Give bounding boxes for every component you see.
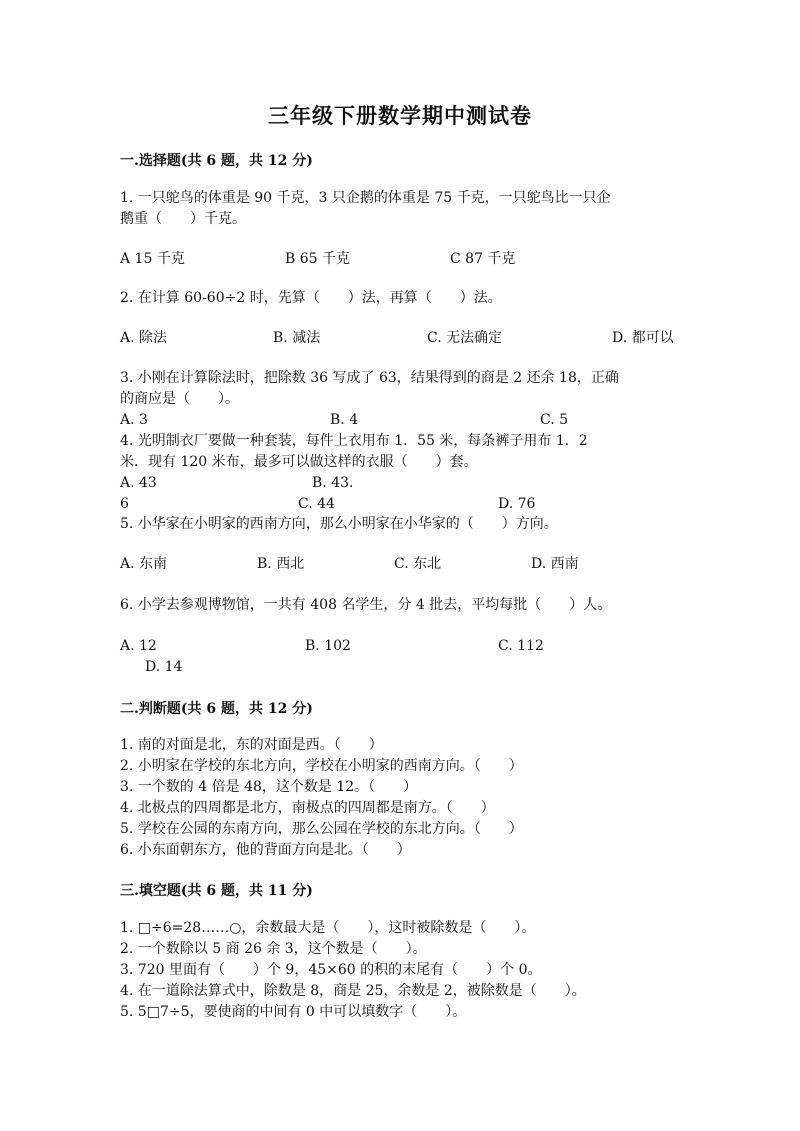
question-2-line-1: 2. 在计算 60-60÷2 时，先算（ ）法，再算（ ）法。 <box>120 290 502 306</box>
question-5-line-1: 5. 小华家在小明家的西南方向，那么小明家在小华家的（ ）方向。 <box>120 516 558 532</box>
question-4-option-a: A. 43 <box>120 475 157 491</box>
question-4-line-1: 4. 光明制衣厂要做一种套装，每件上衣用布 1．55 米，每条裤子用布 1．2 <box>120 433 588 449</box>
question-6-option-b: B. 102 <box>305 638 351 654</box>
question-2-option-a: A. 除法 <box>120 330 168 346</box>
question-1-line-1: 1. 一只鸵鸟的体重是 90 千克，3 只企鹅的体重是 75 千克，一只鸵鸟比一只企 <box>120 190 611 206</box>
question-4-option-d: D. 76 <box>498 496 536 512</box>
question-3-line-1: 3. 小刚在计算除法时，把除数 36 写成了 63，结果得到的商是 2 还余 18，正确 <box>120 370 619 386</box>
question-3-line-2: 的商应是（ ）。 <box>120 391 239 407</box>
fill-in-item-2: 2. 一个数除以 5 商 26 余 3，这个数是（ ）。 <box>120 941 427 957</box>
judgement-item-2: 2. 小明家在学校的东北方向，学校在小明家的西南方向。（ ） <box>120 758 523 774</box>
question-6-option-c: C. 112 <box>498 638 544 654</box>
section-heading-fill-in: 三.填空题(共 6 题，共 11 分) <box>120 883 313 899</box>
question-1-option-a: A 15 千克 <box>120 251 185 267</box>
question-2-option-b: B. 减法 <box>273 330 321 346</box>
page-title: 三年级下册数学期中测试卷 <box>268 103 532 128</box>
fill-in-item-3: 3. 720 里面有（ ）个 9，45×60 的积的末尾有（ ）个 0。 <box>120 962 542 978</box>
question-5-option-a: A. 东南 <box>120 556 168 572</box>
question-4-line-2: 米．现有 120 米布，最多可以做这样的衣服（ ）套。 <box>120 454 478 470</box>
fill-in-item-5: 5. 5□7÷5，要使商的中间有 0 中可以填数字（ ）。 <box>120 1004 467 1020</box>
question-6-option-a: A. 12 <box>120 638 157 654</box>
question-1-line-2: 鹅重（ ）千克。 <box>120 211 246 227</box>
question-5-option-c: C. 东北 <box>394 556 442 572</box>
question-3-option-a: A. 3 <box>120 412 148 428</box>
section-heading-judgement: 二.判断题(共 6 题，共 12 分) <box>120 701 313 717</box>
question-4-option-b-continued: 6 <box>120 496 129 512</box>
question-4-option-c: C. 44 <box>298 496 335 512</box>
judgement-item-3: 3. 一个数的 4 倍是 48，这个数是 12。（ ） <box>120 779 418 795</box>
question-6-line-1: 6. 小学去参观博物馆，一共有 408 名学生，分 4 批去，平均每批（ ）人。 <box>120 597 612 613</box>
question-2-option-c: C. 无法确定 <box>427 330 503 346</box>
question-5-option-d: D. 西南 <box>531 556 579 572</box>
question-3-option-b: B. 4 <box>330 412 359 428</box>
question-6-option-d: D. 14 <box>145 659 183 675</box>
question-1-option-b: B 65 千克 <box>285 251 351 267</box>
section-heading-choice: 一.选择题(共 6 题，共 12 分) <box>120 153 313 169</box>
question-1-option-c: C 87 千克 <box>450 251 516 267</box>
question-3-option-c: C. 5 <box>540 412 569 428</box>
judgement-item-4: 4. 北极点的四周都是北方，南极点的四周都是南方。（ ） <box>120 800 495 816</box>
judgement-item-6: 6. 小东面朝东方，他的背面方向是北。（ ） <box>120 842 411 858</box>
question-2-option-d: D. 都可以 <box>612 330 674 346</box>
question-4-option-b: B. 43. <box>312 475 354 491</box>
judgement-item-5: 5. 学校在公园的东南方向，那么公园在学校的东北方向。（ ） <box>120 821 523 837</box>
judgement-item-1: 1. 南的对面是北，东的对面是西。（ ） <box>120 737 383 753</box>
fill-in-item-1: 1. □÷6=28……○，余数最大是（ ），这时被除数是（ ）。 <box>120 920 536 936</box>
fill-in-item-4: 4. 在一道除法算式中，除数是 8，商是 25，余数是 2，被除数是（ ）。 <box>120 983 586 999</box>
question-5-option-b: B. 西北 <box>257 556 305 572</box>
